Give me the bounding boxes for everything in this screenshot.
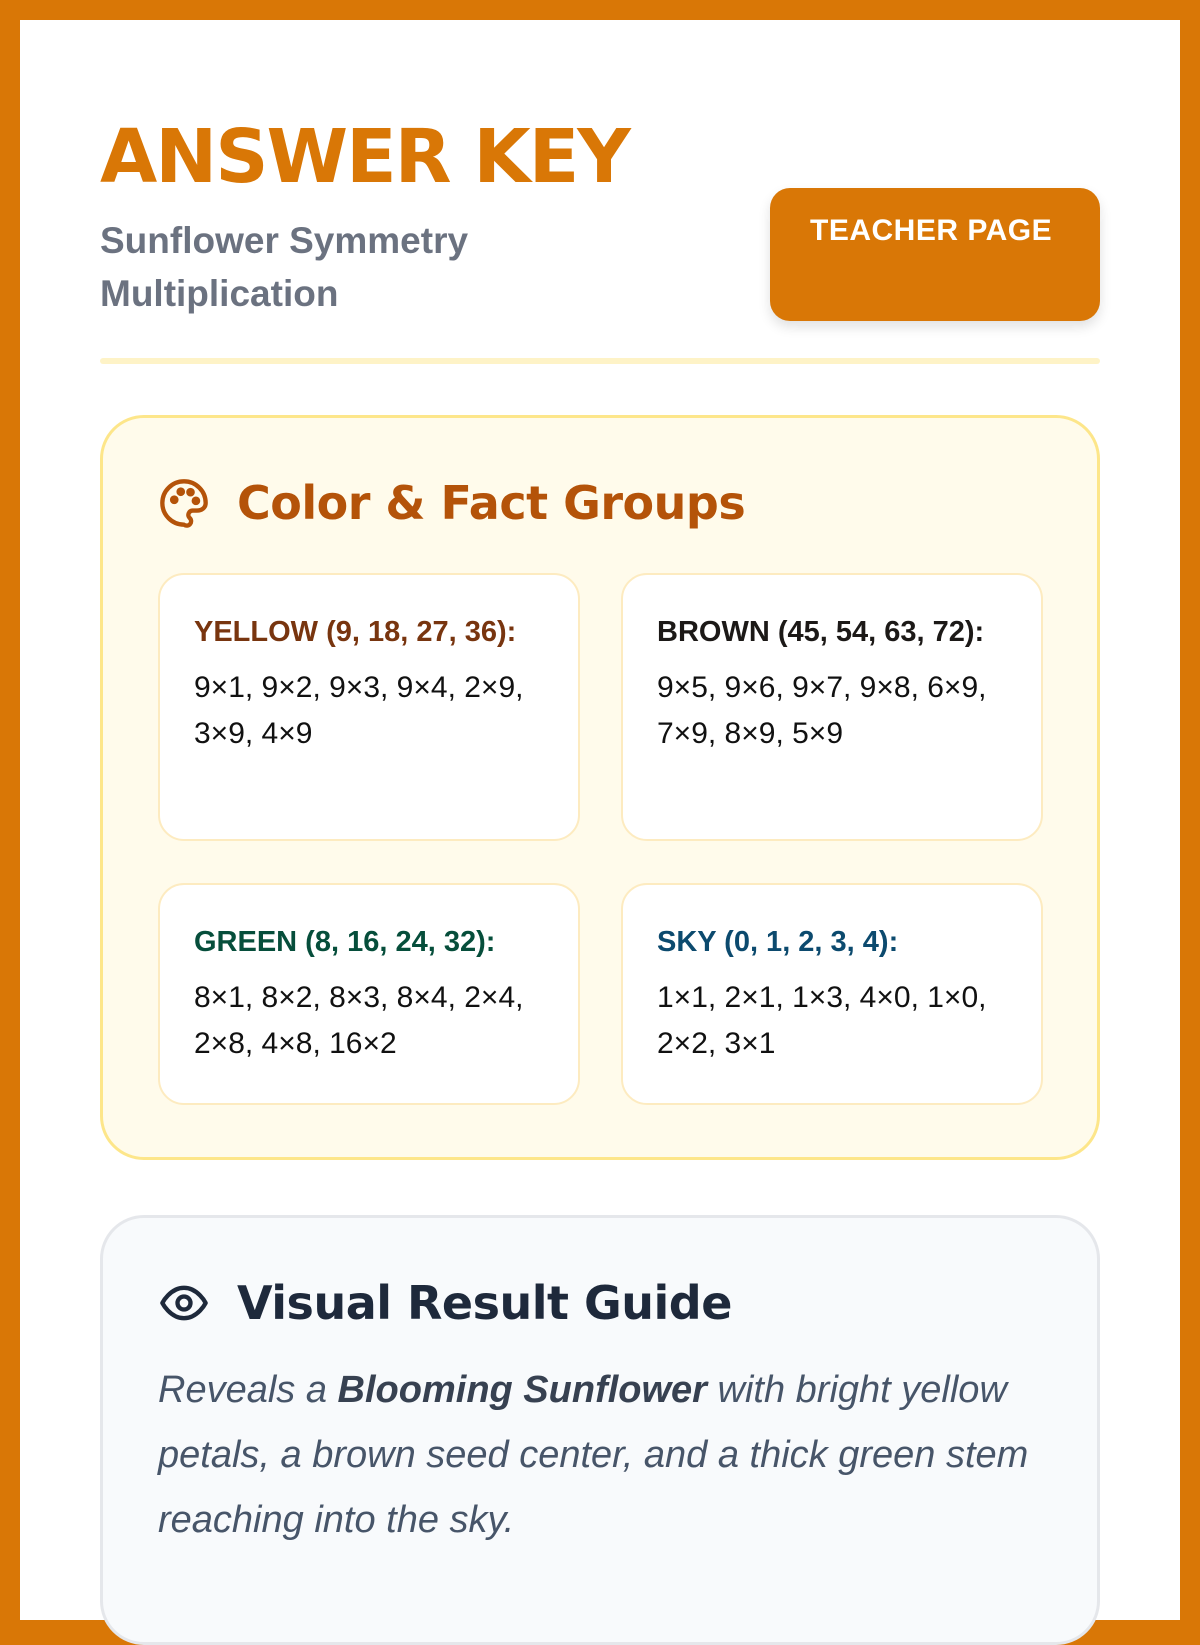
group-card-brown — [621, 573, 1043, 841]
page-title: ANSWER KEY — [100, 114, 629, 200]
guide-text-highlight: Blooming Sunflower — [337, 1369, 707, 1411]
guide-text-rest: with bright yellow petals, a brown seed center, and a thick green stem reaching into the sky. — [158, 1369, 1029, 1541]
group-label: YELLOW (9, 18, 27, 36): — [194, 616, 517, 648]
guide-heading — [158, 1273, 732, 1333]
guide-text-intro: Reveals a — [158, 1369, 338, 1411]
guide-description — [158, 1358, 1038, 1553]
guide-title: Visual Result Guide — [237, 1276, 732, 1330]
eye-icon — [158, 1277, 210, 1329]
group-card-yellow — [158, 573, 580, 841]
group-label: GREEN (8, 16, 24, 32): — [194, 926, 496, 958]
group-facts: 9×1, 9×2, 9×3, 9×4, 2×9, 3×9, 4×9 — [194, 671, 524, 750]
page-header — [100, 100, 1100, 362]
group-facts: 9×5, 9×6, 9×7, 9×8, 6×9, 7×9, 8×9, 5×9 — [657, 671, 987, 750]
color-fact-groups-panel — [100, 415, 1100, 1160]
teacher-page-badge: TEACHER PAGE — [770, 188, 1100, 321]
palette-icon — [158, 477, 210, 529]
page-subtitle: Sunflower Symmetry Multiplication — [100, 220, 469, 314]
group-facts: 8×1, 8×2, 8×3, 8×4, 2×4, 2×8, 4×8, 16×2 — [194, 981, 524, 1060]
header-divider — [100, 358, 1100, 364]
groups-heading — [158, 473, 745, 533]
group-label: SKY (0, 1, 2, 3, 4): — [657, 926, 899, 958]
group-card-green — [158, 883, 580, 1105]
group-facts: 1×1, 2×1, 1×3, 4×0, 1×0, 2×2, 3×1 — [657, 981, 987, 1060]
answer-key-page — [20, 20, 1180, 1620]
visual-result-guide-panel — [100, 1215, 1100, 1645]
group-label: BROWN (45, 54, 63, 72): — [657, 616, 985, 648]
group-card-sky — [621, 883, 1043, 1105]
groups-title: Color & Fact Groups — [237, 476, 746, 530]
